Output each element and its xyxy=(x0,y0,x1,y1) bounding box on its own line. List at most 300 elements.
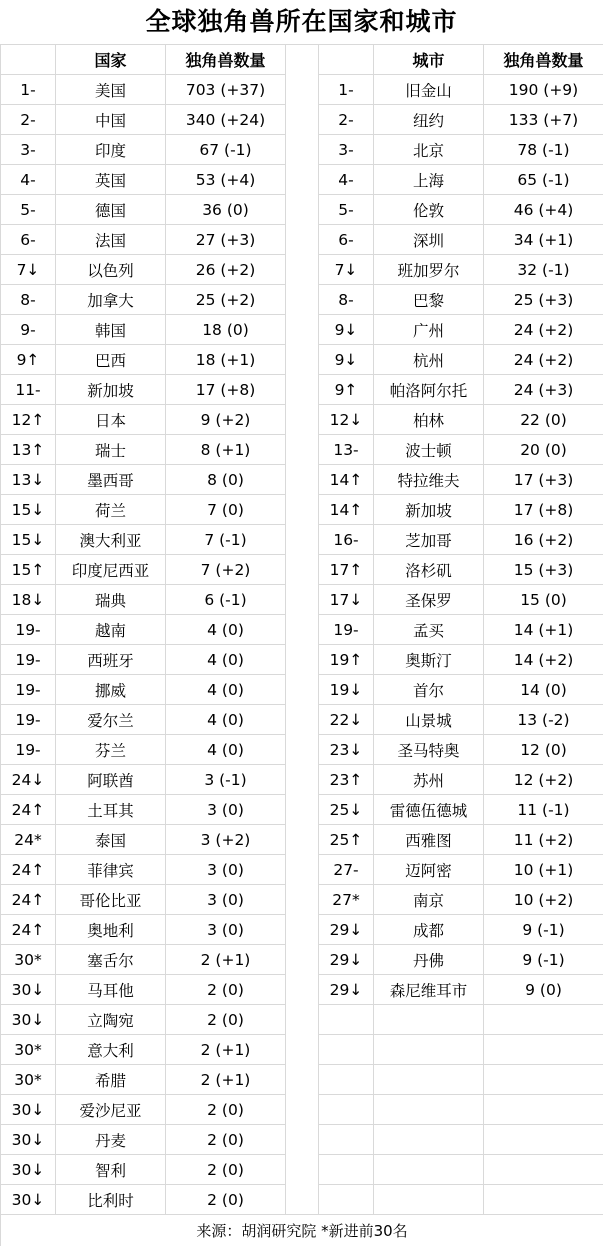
city-rank xyxy=(319,1185,374,1215)
city-count: 15 (+3) xyxy=(484,555,603,585)
country-name: 爱尔兰 xyxy=(56,705,166,735)
city-count: 20 (0) xyxy=(484,435,603,465)
country-count: 7 (-1) xyxy=(166,525,286,555)
city-count xyxy=(484,1005,603,1035)
column-gap xyxy=(286,795,319,825)
column-gap xyxy=(286,465,319,495)
city-count: 14 (0) xyxy=(484,675,603,705)
country-rank: 3- xyxy=(1,135,56,165)
table-row xyxy=(1,1155,603,1185)
city-rank: 17↓ xyxy=(319,585,374,615)
country-count: 2 (0) xyxy=(166,1185,286,1215)
city-name: 伦敦 xyxy=(374,195,484,225)
country-rank: 15↓ xyxy=(1,525,56,555)
country-rank: 2- xyxy=(1,105,56,135)
city-name: 柏林 xyxy=(374,405,484,435)
city-count: 9 (0) xyxy=(484,975,603,1005)
country-count: 2 (0) xyxy=(166,975,286,1005)
city-count: 133 (+7) xyxy=(484,105,603,135)
country-name: 丹麦 xyxy=(56,1125,166,1155)
city-count: 17 (+3) xyxy=(484,465,603,495)
table-row xyxy=(1,615,603,645)
country-rank: 5- xyxy=(1,195,56,225)
country-name: 美国 xyxy=(56,75,166,105)
country-count: 2 (0) xyxy=(166,1005,286,1035)
city-name: 孟买 xyxy=(374,615,484,645)
country-count: 7 (0) xyxy=(166,495,286,525)
table-row xyxy=(1,165,603,195)
city-name: 圣马特奥 xyxy=(374,735,484,765)
column-gap xyxy=(286,1065,319,1095)
country-count: 3 (0) xyxy=(166,855,286,885)
city-name: 帕洛阿尔托 xyxy=(374,375,484,405)
column-gap xyxy=(286,555,319,585)
country-count: 3 (+2) xyxy=(166,825,286,855)
country-rank: 9- xyxy=(1,315,56,345)
city-name: 西雅图 xyxy=(374,825,484,855)
city-name xyxy=(374,1185,484,1215)
city-count: 12 (+2) xyxy=(484,765,603,795)
column-gap xyxy=(286,285,319,315)
country-count: 2 (0) xyxy=(166,1155,286,1185)
country-name: 巴西 xyxy=(56,345,166,375)
country-count: 18 (+1) xyxy=(166,345,286,375)
city-name: 纽约 xyxy=(374,105,484,135)
table-row xyxy=(1,495,603,525)
country-name: 法国 xyxy=(56,225,166,255)
column-gap xyxy=(286,825,319,855)
country-name: 芬兰 xyxy=(56,735,166,765)
table-row xyxy=(1,1065,603,1095)
column-gap xyxy=(286,855,319,885)
city-rank: 23↑ xyxy=(319,765,374,795)
country-rank: 4- xyxy=(1,165,56,195)
city-count xyxy=(484,1035,603,1065)
country-count-header: 独角兽数量 xyxy=(166,45,286,75)
city-rank: 9↑ xyxy=(319,375,374,405)
country-count: 703 (+37) xyxy=(166,75,286,105)
country-count: 67 (-1) xyxy=(166,135,286,165)
page-title: 全球独角兽所在国家和城市 xyxy=(145,7,458,36)
country-name: 菲律宾 xyxy=(56,855,166,885)
country-rank: 30* xyxy=(1,1065,56,1095)
city-name: 森尼维耳市 xyxy=(374,975,484,1005)
country-rank: 9↑ xyxy=(1,345,56,375)
country-name: 阿联酋 xyxy=(56,765,166,795)
country-name: 西班牙 xyxy=(56,645,166,675)
column-gap xyxy=(286,585,319,615)
table-row xyxy=(1,555,603,585)
country-name: 比利时 xyxy=(56,1185,166,1215)
city-rank: 14↑ xyxy=(319,465,374,495)
city-count: 24 (+3) xyxy=(484,375,603,405)
country-name: 瑞典 xyxy=(56,585,166,615)
city-count: 65 (-1) xyxy=(484,165,603,195)
country-name: 墨西哥 xyxy=(56,465,166,495)
column-gap xyxy=(286,1035,319,1065)
city-count: 11 (-1) xyxy=(484,795,603,825)
country-name: 澳大利亚 xyxy=(56,525,166,555)
city-name: 山景城 xyxy=(374,705,484,735)
country-count: 7 (+2) xyxy=(166,555,286,585)
city-name xyxy=(374,1095,484,1125)
city-name: 广州 xyxy=(374,315,484,345)
city-rank xyxy=(319,1005,374,1035)
city-count: 32 (-1) xyxy=(484,255,603,285)
city-count: 16 (+2) xyxy=(484,525,603,555)
column-gap xyxy=(286,1125,319,1155)
city-count xyxy=(484,1095,603,1125)
country-rank: 8- xyxy=(1,285,56,315)
city-count xyxy=(484,1185,603,1215)
column-gap xyxy=(286,75,319,105)
column-gap xyxy=(286,315,319,345)
column-gap xyxy=(286,645,319,675)
column-gap xyxy=(286,675,319,705)
table-row xyxy=(1,375,603,405)
city-count xyxy=(484,1065,603,1095)
column-gap xyxy=(286,435,319,465)
footer-row xyxy=(1,1215,603,1247)
table-row xyxy=(1,915,603,945)
table-row xyxy=(1,315,603,345)
country-rank: 30* xyxy=(1,945,56,975)
city-rank: 4- xyxy=(319,165,374,195)
country-count: 2 (+1) xyxy=(166,945,286,975)
city-rank: 12↓ xyxy=(319,405,374,435)
country-count: 8 (+1) xyxy=(166,435,286,465)
city-name: 奥斯汀 xyxy=(374,645,484,675)
city-name: 杭州 xyxy=(374,345,484,375)
country-name: 土耳其 xyxy=(56,795,166,825)
city-rank xyxy=(319,1155,374,1185)
table-row xyxy=(1,1095,603,1125)
city-rank: 16- xyxy=(319,525,374,555)
country-rank: 24↑ xyxy=(1,915,56,945)
country-name: 哥伦比亚 xyxy=(56,885,166,915)
city-count: 12 (0) xyxy=(484,735,603,765)
table-header-row xyxy=(1,45,603,75)
table-row xyxy=(1,75,603,105)
table-row xyxy=(1,675,603,705)
table-row xyxy=(1,435,603,465)
column-gap xyxy=(286,165,319,195)
city-rank: 25↓ xyxy=(319,795,374,825)
city-count: 190 (+9) xyxy=(484,75,603,105)
country-rank: 6- xyxy=(1,225,56,255)
column-gap xyxy=(286,615,319,645)
table-row xyxy=(1,765,603,795)
city-rank: 29↓ xyxy=(319,945,374,975)
country-name: 泰国 xyxy=(56,825,166,855)
unicorn-table xyxy=(0,44,603,1246)
city-count: 9 (-1) xyxy=(484,915,603,945)
country-rank: 30* xyxy=(1,1035,56,1065)
table-row xyxy=(1,525,603,555)
city-count: 46 (+4) xyxy=(484,195,603,225)
city-name: 北京 xyxy=(374,135,484,165)
column-gap xyxy=(286,1185,319,1215)
country-count: 26 (+2) xyxy=(166,255,286,285)
city-name: 雷德伍德城 xyxy=(374,795,484,825)
country-rank: 1- xyxy=(1,75,56,105)
city-rank: 27* xyxy=(319,885,374,915)
country-rank: 30↓ xyxy=(1,975,56,1005)
country-count: 6 (-1) xyxy=(166,585,286,615)
country-name: 荷兰 xyxy=(56,495,166,525)
city-rank: 9↓ xyxy=(319,345,374,375)
city-name: 新加坡 xyxy=(374,495,484,525)
country-count: 4 (0) xyxy=(166,675,286,705)
table-row xyxy=(1,735,603,765)
table-row xyxy=(1,1125,603,1155)
city-rank xyxy=(319,1125,374,1155)
column-gap xyxy=(286,525,319,555)
city-count: 10 (+2) xyxy=(484,885,603,915)
city-rank-header xyxy=(319,45,374,75)
country-name: 以色列 xyxy=(56,255,166,285)
country-count: 3 (-1) xyxy=(166,765,286,795)
column-gap xyxy=(286,1005,319,1035)
table-row xyxy=(1,285,603,315)
city-name: 洛杉矶 xyxy=(374,555,484,585)
country-rank: 30↓ xyxy=(1,1125,56,1155)
country-count: 4 (0) xyxy=(166,645,286,675)
table-row xyxy=(1,645,603,675)
source-note: 来源：胡润研究院 *新进前30名 xyxy=(1,1215,603,1247)
country-count: 17 (+8) xyxy=(166,375,286,405)
country-name: 瑞士 xyxy=(56,435,166,465)
column-gap xyxy=(286,915,319,945)
country-name: 意大利 xyxy=(56,1035,166,1065)
city-count: 24 (+2) xyxy=(484,345,603,375)
column-gap xyxy=(286,765,319,795)
country-rank: 11- xyxy=(1,375,56,405)
country-name: 智利 xyxy=(56,1155,166,1185)
city-rank: 13- xyxy=(319,435,374,465)
city-name xyxy=(374,1005,484,1035)
country-name: 新加坡 xyxy=(56,375,166,405)
city-rank xyxy=(319,1095,374,1125)
table-body xyxy=(1,45,603,1247)
country-count: 18 (0) xyxy=(166,315,286,345)
city-rank xyxy=(319,1065,374,1095)
city-count: 34 (+1) xyxy=(484,225,603,255)
column-gap xyxy=(286,375,319,405)
table-row xyxy=(1,465,603,495)
country-name: 德国 xyxy=(56,195,166,225)
country-count: 4 (0) xyxy=(166,735,286,765)
country-count: 3 (0) xyxy=(166,885,286,915)
city-rank: 29↓ xyxy=(319,915,374,945)
city-name: 南京 xyxy=(374,885,484,915)
country-rank: 24↑ xyxy=(1,795,56,825)
country-rank: 30↓ xyxy=(1,1095,56,1125)
column-gap xyxy=(286,345,319,375)
city-count: 14 (+1) xyxy=(484,615,603,645)
country-rank: 24* xyxy=(1,825,56,855)
city-rank: 22↓ xyxy=(319,705,374,735)
city-name xyxy=(374,1065,484,1095)
column-gap xyxy=(286,105,319,135)
table-row xyxy=(1,825,603,855)
city-name xyxy=(374,1125,484,1155)
country-name: 挪威 xyxy=(56,675,166,705)
city-rank: 29↓ xyxy=(319,975,374,1005)
country-name: 印度 xyxy=(56,135,166,165)
city-name: 芝加哥 xyxy=(374,525,484,555)
country-name: 奥地利 xyxy=(56,915,166,945)
table-row xyxy=(1,855,603,885)
city-name: 班加罗尔 xyxy=(374,255,484,285)
city-name xyxy=(374,1035,484,1065)
country-count: 9 (+2) xyxy=(166,405,286,435)
column-gap xyxy=(286,255,319,285)
city-rank: 3- xyxy=(319,135,374,165)
country-count: 340 (+24) xyxy=(166,105,286,135)
country-name: 英国 xyxy=(56,165,166,195)
country-count: 2 (+1) xyxy=(166,1065,286,1095)
country-count: 25 (+2) xyxy=(166,285,286,315)
table-row xyxy=(1,255,603,285)
city-rank: 7↓ xyxy=(319,255,374,285)
city-count: 9 (-1) xyxy=(484,945,603,975)
country-count: 2 (+1) xyxy=(166,1035,286,1065)
country-count: 8 (0) xyxy=(166,465,286,495)
country-rank: 12↑ xyxy=(1,405,56,435)
city-name-header: 城市 xyxy=(374,45,484,75)
city-rank: 19↓ xyxy=(319,675,374,705)
city-rank: 14↑ xyxy=(319,495,374,525)
country-count: 2 (0) xyxy=(166,1125,286,1155)
city-count: 11 (+2) xyxy=(484,825,603,855)
city-rank: 5- xyxy=(319,195,374,225)
city-name: 波士顿 xyxy=(374,435,484,465)
country-count: 3 (0) xyxy=(166,915,286,945)
country-name: 加拿大 xyxy=(56,285,166,315)
table-row xyxy=(1,1185,603,1215)
column-gap xyxy=(286,705,319,735)
city-count: 17 (+8) xyxy=(484,495,603,525)
city-rank: 27- xyxy=(319,855,374,885)
city-name xyxy=(374,1155,484,1185)
country-rank-header xyxy=(1,45,56,75)
column-gap xyxy=(286,405,319,435)
city-name: 巴黎 xyxy=(374,285,484,315)
city-rank: 17↑ xyxy=(319,555,374,585)
country-count: 53 (+4) xyxy=(166,165,286,195)
column-gap xyxy=(286,195,319,225)
city-rank: 2- xyxy=(319,105,374,135)
city-count: 78 (-1) xyxy=(484,135,603,165)
country-rank: 7↓ xyxy=(1,255,56,285)
country-rank: 30↓ xyxy=(1,1005,56,1035)
country-rank: 30↓ xyxy=(1,1155,56,1185)
country-rank: 19- xyxy=(1,705,56,735)
country-rank: 24↑ xyxy=(1,855,56,885)
country-name: 塞舌尔 xyxy=(56,945,166,975)
city-rank: 25↑ xyxy=(319,825,374,855)
city-count: 13 (-2) xyxy=(484,705,603,735)
city-count: 24 (+2) xyxy=(484,315,603,345)
country-name-header: 国家 xyxy=(56,45,166,75)
country-rank: 15↓ xyxy=(1,495,56,525)
table-row xyxy=(1,705,603,735)
city-rank xyxy=(319,1035,374,1065)
table-row xyxy=(1,225,603,255)
country-name: 爱沙尼亚 xyxy=(56,1095,166,1125)
country-count: 27 (+3) xyxy=(166,225,286,255)
column-gap xyxy=(286,975,319,1005)
country-rank: 15↑ xyxy=(1,555,56,585)
country-count: 3 (0) xyxy=(166,795,286,825)
table-row xyxy=(1,345,603,375)
table-row xyxy=(1,945,603,975)
city-name: 深圳 xyxy=(374,225,484,255)
table-row xyxy=(1,405,603,435)
city-rank: 9↓ xyxy=(319,315,374,345)
city-count-header: 独角兽数量 xyxy=(484,45,603,75)
city-rank: 6- xyxy=(319,225,374,255)
column-gap xyxy=(286,945,319,975)
city-name: 苏州 xyxy=(374,765,484,795)
city-count: 10 (+1) xyxy=(484,855,603,885)
city-name: 丹佛 xyxy=(374,945,484,975)
country-rank: 30↓ xyxy=(1,1185,56,1215)
city-rank: 1- xyxy=(319,75,374,105)
city-count: 15 (0) xyxy=(484,585,603,615)
city-name: 上海 xyxy=(374,165,484,195)
city-rank: 8- xyxy=(319,285,374,315)
column-gap xyxy=(286,225,319,255)
column-gap xyxy=(286,45,319,75)
city-name: 首尔 xyxy=(374,675,484,705)
table-row xyxy=(1,1035,603,1065)
country-rank: 24↓ xyxy=(1,765,56,795)
table-row xyxy=(1,795,603,825)
country-rank: 13↓ xyxy=(1,465,56,495)
column-gap xyxy=(286,1155,319,1185)
column-gap xyxy=(286,735,319,765)
country-count: 4 (0) xyxy=(166,615,286,645)
country-rank: 19- xyxy=(1,615,56,645)
column-gap xyxy=(286,495,319,525)
table-row xyxy=(1,585,603,615)
city-name: 圣保罗 xyxy=(374,585,484,615)
column-gap xyxy=(286,1095,319,1125)
country-rank: 13↑ xyxy=(1,435,56,465)
city-name: 迈阿密 xyxy=(374,855,484,885)
city-name: 特拉维夫 xyxy=(374,465,484,495)
country-name: 印度尼西亚 xyxy=(56,555,166,585)
city-count: 14 (+2) xyxy=(484,645,603,675)
city-count xyxy=(484,1125,603,1155)
city-count: 22 (0) xyxy=(484,405,603,435)
country-name: 马耳他 xyxy=(56,975,166,1005)
country-rank: 19- xyxy=(1,645,56,675)
table-row xyxy=(1,1005,603,1035)
table-row xyxy=(1,135,603,165)
city-name: 成都 xyxy=(374,915,484,945)
country-name: 希腊 xyxy=(56,1065,166,1095)
city-rank: 19↑ xyxy=(319,645,374,675)
city-count: 25 (+3) xyxy=(484,285,603,315)
table-row xyxy=(1,105,603,135)
country-count: 4 (0) xyxy=(166,705,286,735)
table-row xyxy=(1,195,603,225)
country-name: 中国 xyxy=(56,105,166,135)
country-rank: 19- xyxy=(1,735,56,765)
